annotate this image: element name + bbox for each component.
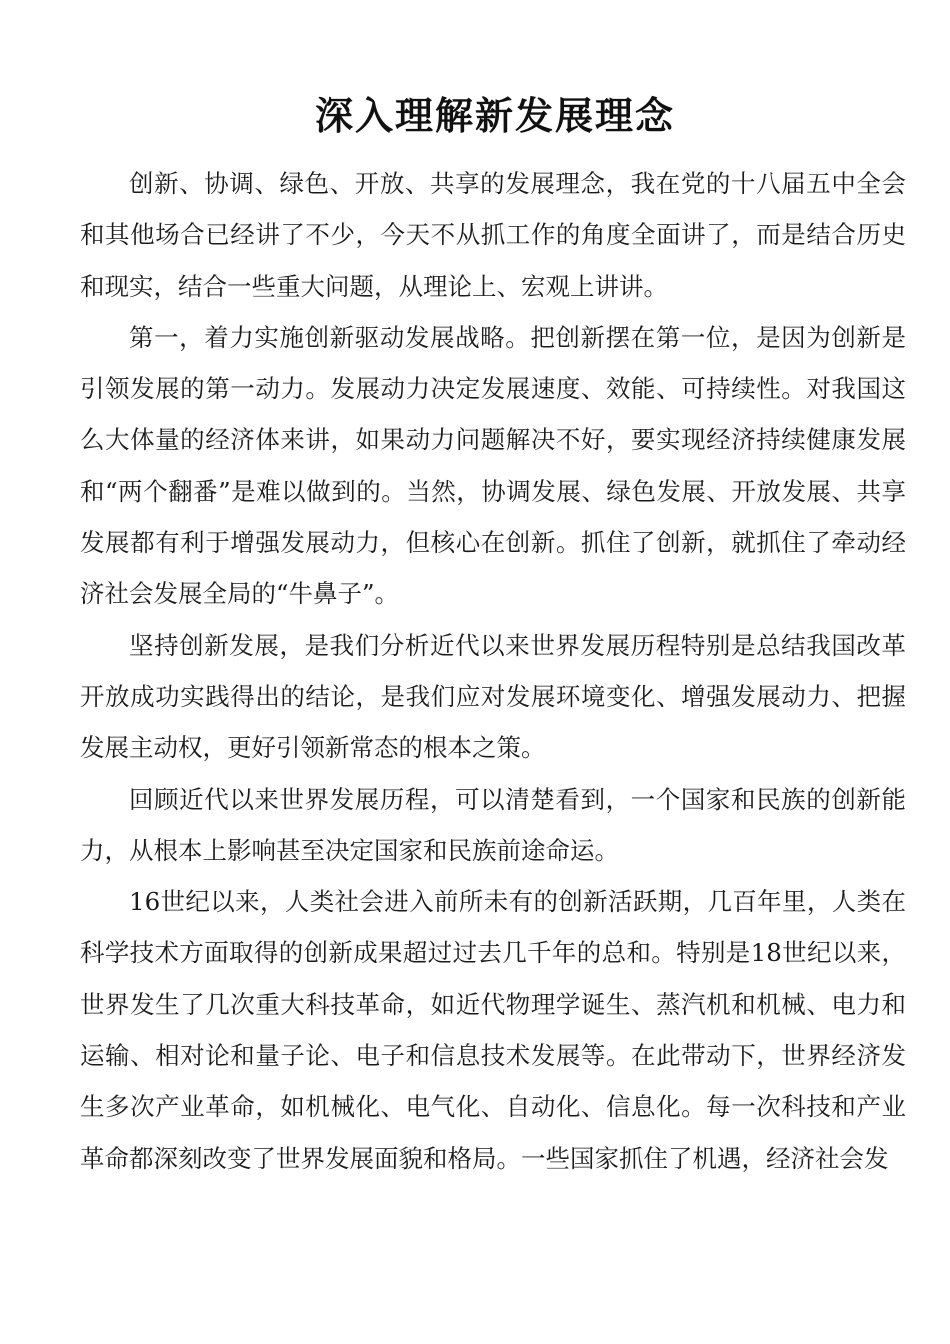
paragraph-1: 创新、协调、绿色、开放、共享的发展理念，我在党的十八届五中全会和其他场合已经讲了不少，今天不从抓工作的角度全面讲了，而是结合历史和现实，结合一些重大问题，从理论上、宏观上讲讲。: [80, 169, 906, 301]
paragraph-4: 回顾近代以来世界发展历程，可以清楚看到，一个国家和民族的创新能力，从根本上影响甚至决定国家和民族前途命运。: [80, 784, 906, 865]
paragraph-5: 16世纪以来，人类社会进入前所未有的创新活跃期，几百年里，人类在科学技术方面取得的创新成果超过过去几千年的总和。特别是18世纪以来，世界发生了几次重大科技革命，如近代物理学诞生、蒸汽机和机械、电力和运输、相对论和量子论、电子和信息技术发展等。在此带动下，世界经济发生多次产业革命，如机械化、电气化、自动化、信息化。每一次科技和产业革命都深刻改变了世界发展面貌和格局。一些国家抓住了机遇，经济社会发: [80, 887, 906, 1173]
document-body: [80, 158, 906, 1184]
paragraph-2: 第一，着力实施创新驱动发展战略。把创新摆在第一位，是因为创新是引领发展的第一动力。发展动力决定发展速度、效能、可持续性。对我国这么大体量的经济体来讲，如果动力问题解决不好，要实现经济持续健康发展和“两个翻番”是难以做到的。当然，协调发展、绿色发展、开放发展、共享发展都有利于增强发展动力，但核心在创新。抓住了创新，就抓住了牵动经济社会发展全局的“牛鼻子”。: [80, 322, 906, 609]
document-title: 深入理解新发展理念: [314, 94, 675, 138]
paragraph-3: 坚持创新发展，是我们分析近代以来世界发展历程特别是总结我国改革开放成功实践得出的结论，是我们应对发展环境变化、增强发展动力、把握发展主动权，更好引领新常态的根本之策。: [80, 630, 906, 763]
